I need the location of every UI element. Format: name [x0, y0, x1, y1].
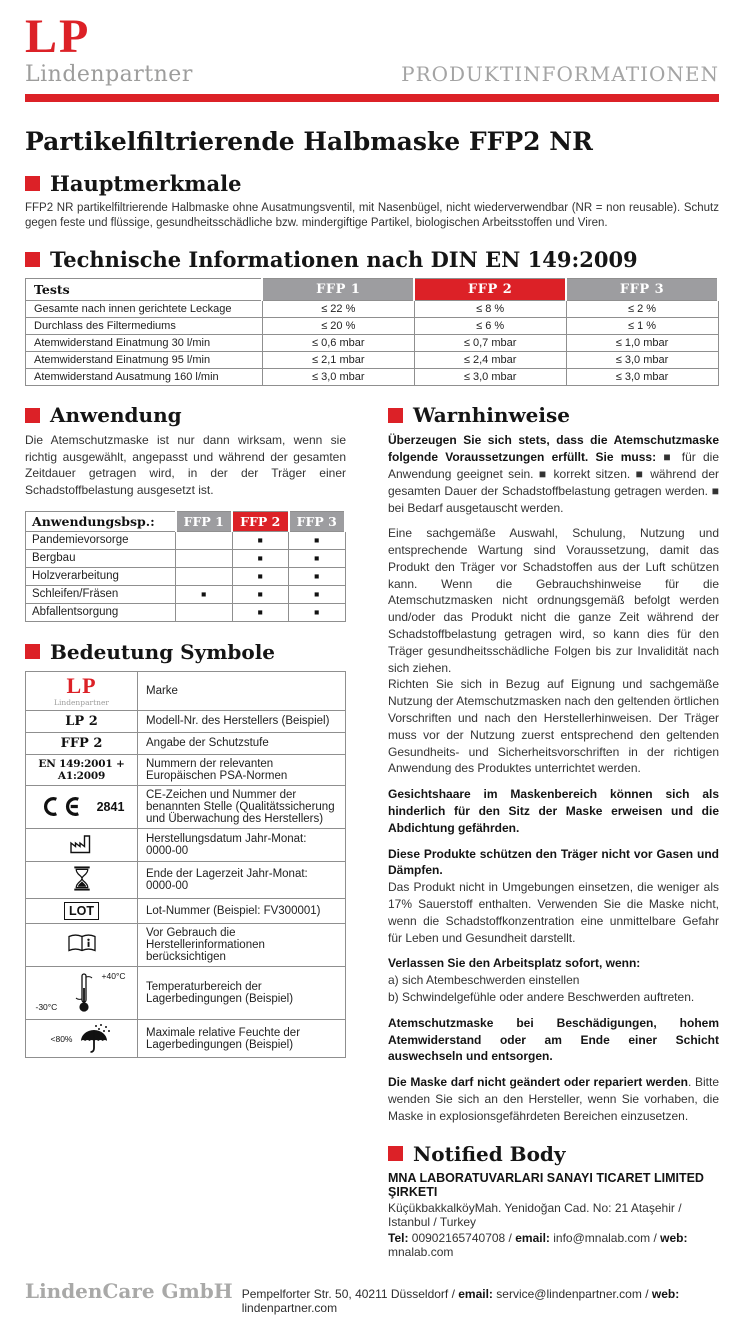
application-label: Pandemievorsorge: [26, 531, 176, 549]
table-row: [26, 531, 346, 549]
ffp1-mark: [176, 603, 233, 621]
application-label: Bergbau: [26, 549, 176, 567]
section-heading-text: Notified Body: [413, 1141, 566, 1166]
warn-bold-text: Gesichtshaare im Maskenbereich können sich als hinderlich für den Sitz der Maske erweisen und die Abdichtung gefährden.: [388, 787, 719, 835]
column-header-tests: Tests: [26, 279, 263, 301]
symbol-cell-ce: [26, 785, 138, 828]
humidity-label: <80%: [50, 1033, 73, 1044]
tel-value: 00902165740708 /: [408, 1230, 516, 1245]
section-heading-text: Hauptmerkmale: [50, 170, 242, 196]
umbrella-rain-icon: [76, 1023, 112, 1054]
symbol-meaning: Ende der Lagerzeit Jahr-Monat: 0000-00: [138, 861, 346, 898]
section-heading-technische-informationen: [25, 247, 719, 272]
thermometer-icon: [74, 972, 94, 1014]
table-header-row: [26, 279, 719, 301]
brand-logo-name: Lindenpartner: [53, 697, 109, 707]
table-row: [26, 335, 719, 352]
application-examples-table: [25, 511, 346, 622]
notified-body-company: MNA LABORATUVARLARI SANAYI TICARET LIMITED ŞIRKETI: [388, 1170, 704, 1199]
warn-text: . Bitte wenden Sie sich an den Hersteller, wenn Sie vorhaben, die Maske in explosionsgefährdeten Bereichen einzusetzen.: [388, 1075, 719, 1123]
symbol-meaning: CE-Zeichen und Nummer der benannten Stelle (Qualitätssicherung und Überwachung des Herstellers): [138, 785, 346, 828]
page-footer: [25, 1279, 719, 1315]
ffp3-mark: ■: [289, 531, 346, 549]
symbol-cell-manufacture-date: [26, 828, 138, 861]
ffp3-value: ≤ 3,0 mbar: [566, 369, 718, 386]
red-square-bullet-icon: [25, 644, 40, 659]
warn-paragraph-replace: [388, 1015, 719, 1065]
column-header-ffp3: FFP 3: [289, 511, 346, 531]
table-row: [26, 1020, 346, 1058]
warn-text: Richten Sie sich in Bezug auf Eignung und sachgemäße Nutzung der Atemschutzmasken nach den geltenden örtlichen Vorschriften und nach den Herstellerhinweisen. Der Träger muss vor der Nutzung zuerst entsprechend den geltenden Gesundheits- und Sicherheitsvorschriften in der richtigen Anwendung des Produktes unterrichtet werden.: [388, 677, 719, 776]
warn-paragraph-usage: [388, 525, 719, 777]
test-label: Atemwiderstand Ausatmung 160 l/min: [26, 369, 263, 386]
warn-list-item-b: b) Schwindelgefühle oder andere Beschwerden auftreten.: [388, 990, 695, 1005]
ffp3-value: ≤ 1,0 mbar: [566, 335, 718, 352]
table-row: [26, 567, 346, 585]
ce-mark-icon: [39, 796, 89, 817]
email-value: service@lindenpartner.com /: [492, 1286, 652, 1301]
ffp2-value: ≤ 0,7 mbar: [414, 335, 566, 352]
footer-contact: [242, 1287, 719, 1315]
table-row: [26, 754, 346, 785]
ffp1-value: ≤ 2,1 mbar: [262, 352, 414, 369]
brand-logo-name: Lindenpartner: [25, 61, 193, 87]
web-value: lindenpartner.com: [241, 1300, 338, 1315]
web-value: mnalab.com: [388, 1244, 454, 1259]
ffp3-value: ≤ 3,0 mbar: [566, 352, 718, 369]
test-label: Gesamte nach innen gerichtete Leckage: [26, 301, 263, 318]
header-rule: [25, 94, 719, 102]
email-value: info@mnalab.com /: [549, 1230, 661, 1245]
notified-body-address: KüçükbakkalköyMah. Yenidoğan Cad. No: 21 Ataşehir / Istanbul / Turkey: [388, 1200, 682, 1229]
table-row: [26, 369, 719, 386]
column-header-ffp2: FFP 2: [232, 511, 289, 531]
warn-paragraph-leave-workplace: [388, 955, 719, 1005]
warn-paragraph-requirements: [388, 432, 719, 516]
symbol-cell-temperature-range: [26, 967, 138, 1020]
warn-text: ■ für die Anwendung geeignet sein. ■ korrekt sitzen. ■ während der gesamten Dauer der Schadstoffbelastung getragen werden. ■ bei Bedarf ausgetauscht werden.: [388, 450, 719, 515]
ffp1-mark: [176, 531, 233, 549]
technical-data-table: [25, 278, 719, 386]
section-heading-notified-body: [388, 1142, 719, 1166]
symbol-meaning: Lot-Nummer (Beispiel: FV300001): [138, 898, 346, 924]
page-header: [25, 10, 719, 87]
symbol-protection-level: FFP 2: [26, 732, 138, 754]
test-label: Atemwiderstand Einatmung 95 l/min: [26, 352, 263, 369]
symbol-cell-humidity: [26, 1020, 138, 1058]
section-heading-text: Warnhinweise: [413, 403, 570, 428]
warn-list-item-a: a) sich Atembeschwerden einstellen: [388, 973, 580, 988]
table-row: [26, 603, 346, 621]
symbol-model-number: LP 2: [26, 710, 138, 732]
ffp1-value: ≤ 0,6 mbar: [262, 335, 414, 352]
table-row: [26, 301, 719, 318]
warn-text: Das Produkt nicht in Umgebungen einsetzen, die weniger als 17% Sauerstoff enthalten. Verwenden Sie die Maske nicht, wenn die Schadstoffkonzentration eine unmittelbare Gefahr für Leben und Gesundheit darstellt.: [388, 880, 719, 945]
section-heading-warnhinweise: [388, 403, 719, 427]
symbol-cell-lot: [26, 898, 138, 924]
column-header-ffp1: FFP 1: [262, 279, 414, 301]
document-type-label: PRODUKTINFORMATIONEN: [401, 61, 719, 86]
page-title: Partikelfiltrierende Halbmaske FFP2 NR: [25, 126, 593, 156]
lot-icon: LOT: [64, 902, 99, 921]
warn-bold-text: Diese Produkte schützen den Träger nicht vor Gasen und Dämpfen.: [388, 846, 719, 878]
anwendung-paragraph: Die Atemschutzmaske ist nur dann wirksam, wenn sie richtig ausgewählt, angepasst und während der gesamten Zeitdauer getragen wird, in der der Träger einer Schadstoffbelastung ausgesetzt ist.: [25, 433, 346, 497]
table-row: [26, 585, 346, 603]
section-heading-anwendung: [25, 403, 346, 427]
column-header-anwendungsbsp: Anwendungsbsp.:: [26, 511, 176, 531]
ffp3-value: ≤ 1 %: [566, 318, 718, 335]
ffp1-mark: ■: [176, 585, 233, 603]
ffp3-value: ≤ 2 %: [566, 301, 718, 318]
table-row: [26, 732, 346, 754]
hauptmerkmale-paragraph: FFP2 NR partikelfiltrierende Halbmaske ohne Ausatmungsventil, mit Nasenbügel, nicht wiederverwendbar (NR = non reusable). Schutz gegen feste und flüssige, gesundheitsschädliche bzw. mindergiftige Partikel, biologischen Arbeitsstoffen und Viren.: [25, 201, 719, 230]
column-header-ffp3: FFP 3: [566, 279, 718, 301]
web-label: web:: [651, 1286, 680, 1301]
warn-bold-text: Verlassen Sie den Arbeitsplatz sofort, wenn:: [388, 956, 641, 971]
tel-label: Tel:: [388, 1230, 409, 1245]
notified-body-contact: [388, 1231, 719, 1259]
symbol-norm-number: EN 149:2001 + A1:2009: [26, 754, 138, 785]
symbol-meaning: Modell-Nr. des Herstellers (Beispiel): [138, 710, 346, 732]
ffp1-value: ≤ 20 %: [262, 318, 414, 335]
table-row: [26, 828, 346, 861]
ffp2-value: ≤ 3,0 mbar: [414, 369, 566, 386]
left-column: [25, 388, 346, 1258]
test-label: Atemwiderstand Einatmung 30 l/min: [26, 335, 263, 352]
column-header-ffp1: FFP 1: [176, 511, 233, 531]
ffp2-value: ≤ 6 %: [414, 318, 566, 335]
section-heading-text: Technische Informationen nach DIN EN 149:2009: [50, 247, 638, 273]
warn-bold-text: Atemschutzmaske bei Beschädigungen, hohem Atemwiderstand oder am Ende einer Schicht auswechseln und entsorgen.: [388, 1015, 719, 1064]
table-row: [26, 549, 346, 567]
section-heading-text: Bedeutung Symbole: [50, 639, 276, 664]
warn-paragraph-facial-hair: [388, 786, 719, 836]
ce-number: 2841: [96, 799, 125, 814]
symbol-meaning: Vor Gebrauch die Herstellerinformationen berücksichtigen: [138, 924, 346, 967]
factory-icon: [67, 832, 97, 855]
brand-logo: [25, 10, 193, 87]
symbol-cell-shelf-life: [26, 861, 138, 898]
email-label: email:: [458, 1286, 493, 1301]
table-row: [26, 924, 346, 967]
table-row: [26, 710, 346, 732]
ffp3-mark: ■: [289, 549, 346, 567]
ffp1-mark: [176, 549, 233, 567]
table-row: [26, 967, 346, 1020]
symbol-meaning: Temperaturbereich der Lagerbedingungen (Beispiel): [138, 967, 346, 1020]
symbol-meaning: Herstellungsdatum Jahr-Monat: 0000-00: [138, 828, 346, 861]
symbol-meaning: Nummern der relevanten Europäischen PSA-Normen: [138, 754, 346, 785]
test-label: Durchlass des Filtermediums: [26, 318, 263, 335]
application-label: Schleifen/Fräsen: [26, 585, 176, 603]
ffp2-mark: ■: [232, 585, 289, 603]
footer-company: LindenCare GmbH: [25, 1278, 233, 1303]
hourglass-icon: [71, 865, 93, 892]
ffp2-mark: ■: [232, 603, 289, 621]
ffp2-value: ≤ 2,4 mbar: [414, 352, 566, 369]
table-header-row: [26, 511, 346, 531]
red-square-bullet-icon: [388, 408, 403, 423]
symbol-meaning: Marke: [138, 671, 346, 710]
symbols-table: [25, 671, 346, 1059]
symbol-cell-brand: [26, 671, 138, 710]
ffp1-mark: [176, 567, 233, 585]
ffp2-mark: ■: [232, 531, 289, 549]
temperature-low-label: -30°C: [35, 1002, 58, 1013]
red-square-bullet-icon: [388, 1146, 403, 1161]
email-label: email:: [515, 1230, 550, 1245]
warn-bold-text: Überzeugen Sie sich stets, dass die Atemschutzmaske folgende Voraussetzungen erfüllt. Sie muss:: [388, 433, 719, 465]
warn-paragraph-gases: [388, 846, 719, 947]
ffp3-mark: ■: [289, 567, 346, 585]
brand-logo-initials: LP: [66, 672, 97, 698]
red-square-bullet-icon: [25, 252, 40, 267]
right-column: [388, 388, 719, 1258]
table-row: [26, 861, 346, 898]
red-square-bullet-icon: [25, 408, 40, 423]
symbol-meaning: Angabe der Schutzstufe: [138, 732, 346, 754]
brand-logo-initials: LP: [25, 10, 91, 63]
table-row: [26, 352, 719, 369]
section-heading-bedeutung-symbole: [25, 640, 346, 664]
warn-text: Eine sachgemäße Auswahl, Schulung, Nutzung und entsprechende Wartung sind Voraussetzung, damit das Produkt den Träger vor Schadstoffen aus der Luft schützen kann. Wenn die Gebrauchshinweise für die Atemschutzmasken nicht ordnungsgemäß befolgt werden und/oder das Produkt nicht die ganze Zeit während der Schadstoffbelastung getragen wird, so kann dies für den Träger gesundheitsschädliche Folgen bis zur Invalidität nach sich ziehen.: [388, 526, 719, 675]
section-heading-hauptmerkmale: [25, 171, 719, 196]
two-column-area: [25, 388, 719, 1258]
red-square-bullet-icon: [25, 176, 40, 191]
ffp2-value: ≤ 8 %: [414, 301, 566, 318]
application-label: Holzverarbeitung: [26, 567, 176, 585]
table-row: [26, 671, 346, 710]
warn-paragraph-no-repair: [388, 1074, 719, 1124]
temperature-high-label: +40°C: [101, 971, 126, 982]
application-label: Abfallentsorgung: [26, 603, 176, 621]
ffp2-mark: ■: [232, 567, 289, 585]
table-row: [26, 318, 719, 335]
ffp3-mark: ■: [289, 585, 346, 603]
ffp1-value: ≤ 3,0 mbar: [262, 369, 414, 386]
ffp2-mark: ■: [232, 549, 289, 567]
table-row: [26, 898, 346, 924]
ffp3-mark: ■: [289, 603, 346, 621]
section-heading-text: Anwendung: [50, 403, 182, 428]
warn-bold-text: Die Maske darf nicht geändert oder repariert werden: [388, 1075, 688, 1090]
column-header-ffp2: FFP 2: [414, 279, 566, 301]
symbol-cell-read-instructions: [26, 924, 138, 967]
ffp1-value: ≤ 22 %: [262, 301, 414, 318]
symbol-meaning: Maximale relative Feuchte der Lagerbedingungen (Beispiel): [138, 1020, 346, 1058]
footer-address: Pempelforter Str. 50, 40211 Düsseldorf /: [241, 1286, 459, 1301]
web-label: web:: [660, 1230, 688, 1245]
table-row: [26, 785, 346, 828]
booklet-info-icon: [67, 933, 97, 954]
